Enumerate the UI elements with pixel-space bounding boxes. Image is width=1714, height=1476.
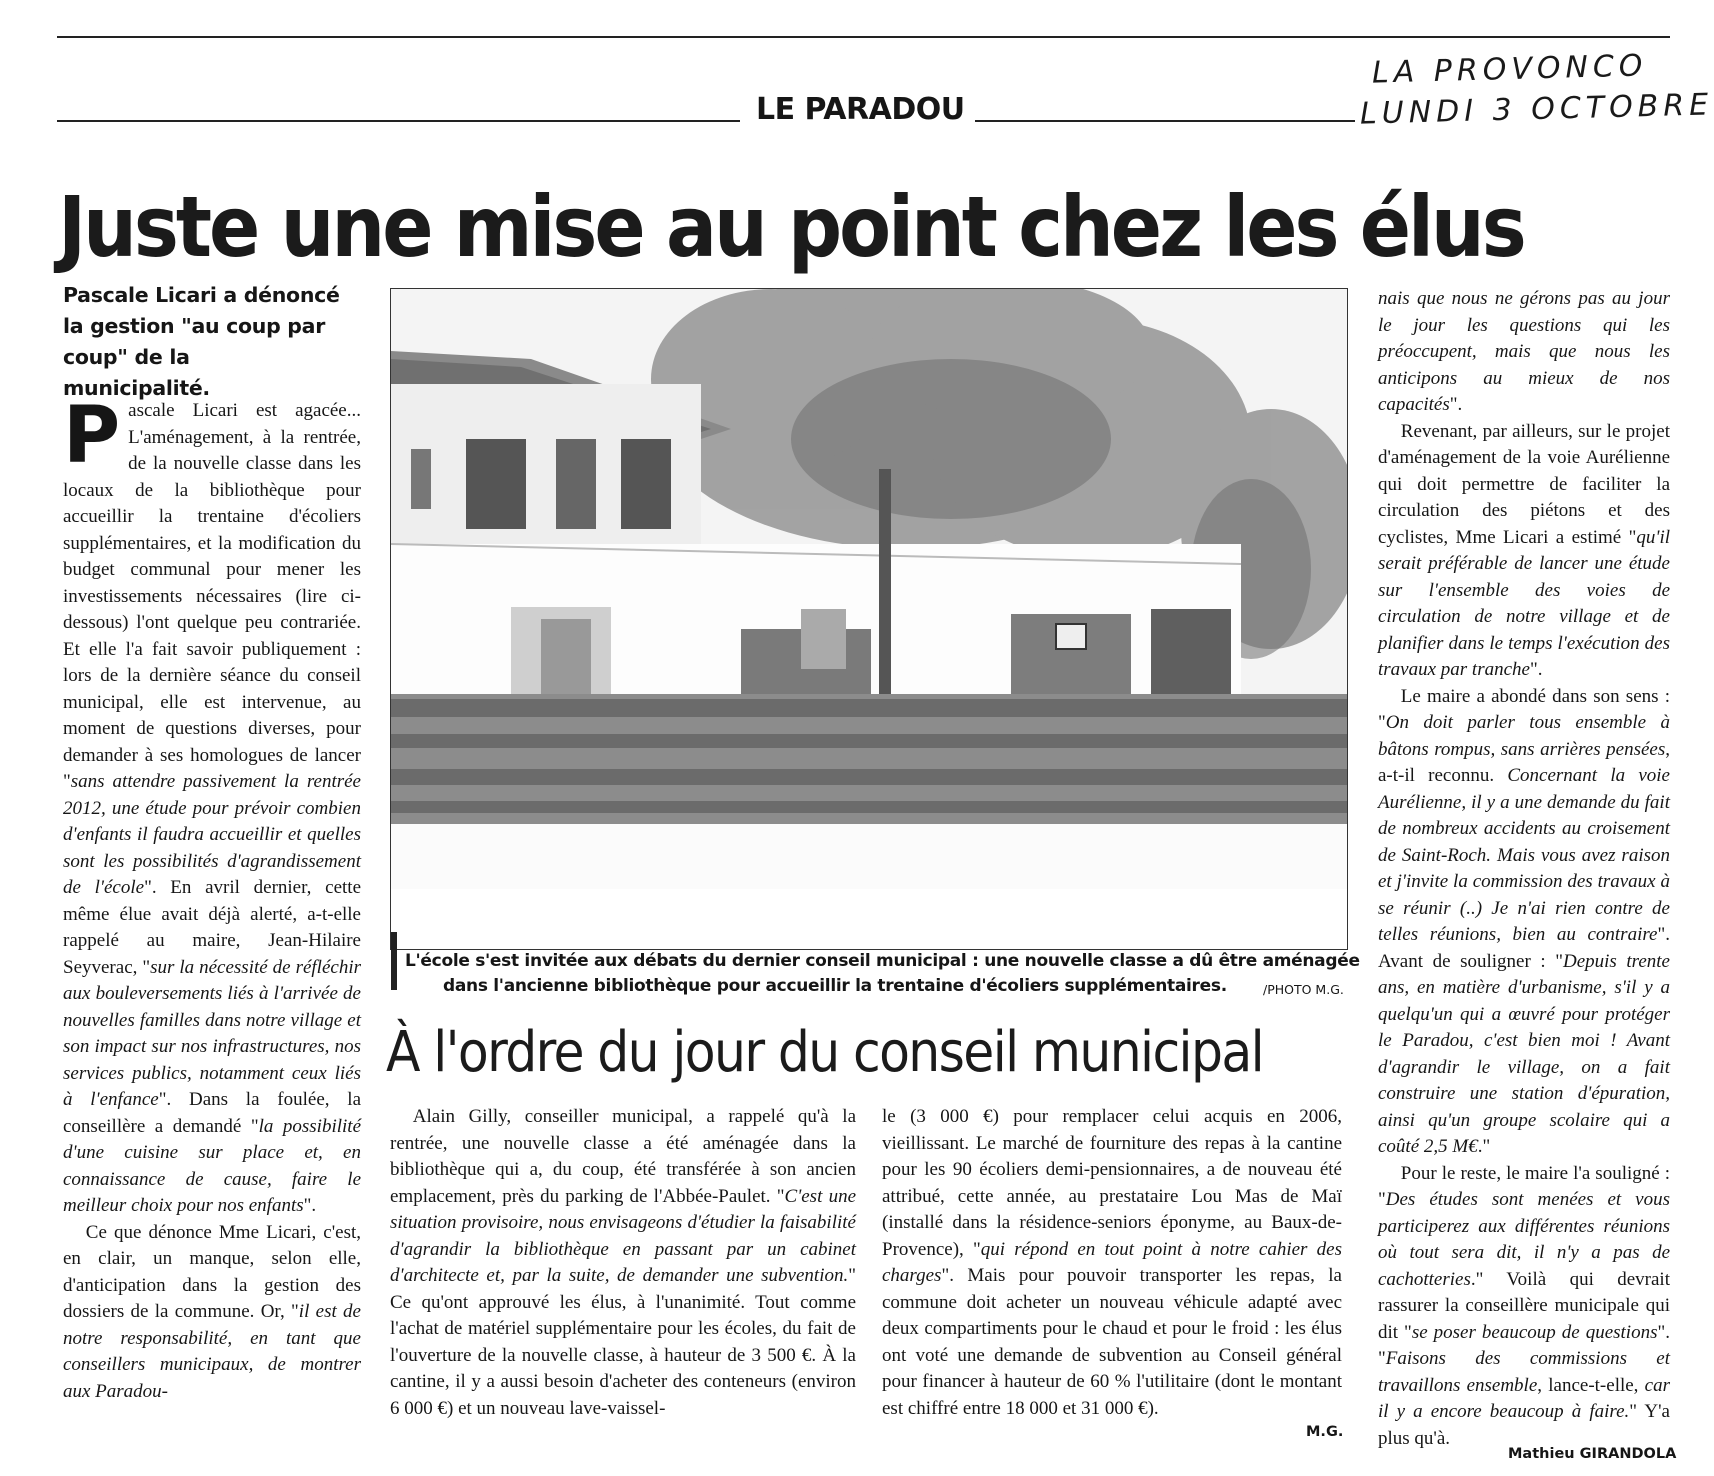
brief-signature: M.G. [1306, 1424, 1344, 1440]
photo-caption-line2: dans l'ancienne bibliothèque pour accueillir la trentaine d'écoliers supplémentaires. [443, 976, 1227, 996]
article-paragraph-3: Revenant, par ailleurs, sur le projet d'aménagement de la voie Aurélienne qui doit permettre de faciliter la circulation des piétons et des cyclistes, Mme Licari a estimé "qu'il serait préférable de lancer une étude sur l'ensemble des voies de circulation de notre village et de planifier dans le temps l'exécution des travaux par tranche". [1378, 420, 1670, 680]
top-rule [57, 36, 1670, 38]
section-rule-left [57, 120, 740, 122]
brief-column-1 [390, 1104, 856, 1422]
article-paragraph-2: Ce que dénonce Mme Licari, c'est, en clair, un manque, selon elle, d'anticipation dans la gestion des dossiers de la commune. Or, "il est de notre responsabilité, en tant que conseillers municipaux, de montrer aux Paradou- [63, 1221, 361, 1402]
article-paragraph-5: Pour le reste, le maire l'a souligné : "Des études sont menées et vous participerez aux différentes réunions où tout sera dit, il n'y a pas de cachotteries." Voilà qui devrait rassurer la conseillère municipale qui dit "se poser beaucoup de questions". "Faisons des commissions et travaillons ensemble, lance-t-elle, car il y a encore beaucoup à faire." Y'a plus qu'à. [1378, 1162, 1670, 1449]
article-column-3 [1378, 286, 1670, 1452]
article-signature: Mathieu GIRANDOLA [1508, 1446, 1677, 1462]
section-label: LE PARADOU [756, 92, 965, 127]
photo-credit: /PHOTO M.G. [1263, 982, 1344, 997]
article-paragraph-2-continued: nais que nous ne gérons pas au jour le jour les questions qui les préoccupent, mais que nous les anticipons au mieux de nos capacités". [1378, 288, 1670, 415]
article-paragraph-1: Pascale Licari est agacée... L'aménagement, à la rentrée, de la nouvelle classe dans les locaux de la bibliothèque pour accueillir la trentaine d'écoliers supplémentaires, et la modification du budget communal pour mener les investissements nécessaires (lire ci-dessous) l'ont quelque peu contrariée. Et elle l'a fait savoir publiquement : lors de la dernière séance du conseil municipal, elle est intervenue, au moment de questions diverses, pour demander à ses homologues de lancer "sans attendre passivement la rentrée 2012, une étude pour prévoir combien d'enfants il faudra accueillir et quelles sont les possibilités d'agrandissement de l'école". En avril dernier, cette même élue avait déjà alerté, a-t-elle rappelé au maire, Jean-Hilaire Seyverac, "sur la nécessité de réfléchir aux bouleversements liés à l'arrivée de nouvelles familles dans notre village et son impact sur nos infrastructures, nos services publics, notamment ceux liés à l'enfance". Dans la foulée, la conseillère a demandé "la possibilité d'une cuisine sur place et, en connaissance de cause, faire le meilleur choix pour nos enfants". [63, 391, 362, 1216]
caption-marker [391, 932, 397, 990]
brief-paragraph-1: Alain Gilly, conseiller municipal, a rappelé qu'à la rentrée, une nouvelle classe a été aménagée dans la bibliothèque qui a, du coup, été transférée à son ancien emplacement, près du parking de l'Abbée-Paulet. "C'est une situation provisoire, nous envisageons d'étudier la faisabilité d'agrandir la bibliothèque en passant par un cabinet d'architecte et, par la suite, de demander une subvention." Ce qu'ont approuvé les élus, à l'unanimité. Tout comme l'achat de matériel supplémentaire pour les écoles, du fait de l'ouverture de la nouvelle classe, à hauteur de 3 500 €. À la cantine, il y a aussi besoin d'acheter des conteneurs (environ 6 000 €) et un nouveau lave-vaissel- [390, 1106, 856, 1419]
article-paragraph-4: Le maire a abondé dans son sens : "On doit parler tous ensemble à bâtons rompus, sans arrières pensées, a-t-il reconnu. Concernant la voie Aurélienne, il y a une demande du fait de nombreux accidents au croisement de Saint-Roch. Mais vous avez raison et j'invite la commission des travaux à se réunir (..) Je n'ai rien contre de telles réunions, bien au contraire". Avant de souligner : "Depuis trente ans, en matière d'urbanisme, s'il y a quelqu'un qui a œuvré pour protéger le Paradou, c'est bien moi ! Avant d'agrandir le village, on a fait construire une station d'épuration, ainsi qu'un groupe scolaire qui a coûté 2,5 M€." [1378, 685, 1670, 1157]
handwritten-note-line2: LUNDI 3 OCTOBRE [1359, 87, 1714, 132]
photo-caption-line1: L'école s'est invitée aux débats du dernier conseil municipal : une nouvelle classe a dû être aménagée [405, 951, 1360, 971]
handwritten-note-line1: LA PROVONCO [1371, 48, 1648, 91]
brief-column-2 [882, 1104, 1342, 1422]
drop-cap: P [63, 391, 121, 481]
section-rule-right [975, 120, 1355, 122]
article-column-1 [63, 391, 362, 1405]
brief-paragraph-2: le (3 000 €) pour remplacer celui acquis en 2006, vieillissant. Le marché de fourniture des repas à la cantine pour les 90 écoliers demi-pensionnaires, a de nouveau été attribué, cette année, au prestataire Lou Mas de Maï (installé dans la résidence-seniors éponyme, au Baux-de-Provence), "qui répond en tout point à notre cahier des charges". Mais pour pouvoir transporter les repas, la commune doit acheter un nouveau véhicule adapté avec deux compartiments pour le chaud et pour le froid : les élus ont voté une demande de subvention au Conseil général pour financer à hauteur de 60 % l'utilitaire (dont le montant est chiffré entre 18 000 et 31 000 €). [882, 1106, 1343, 1419]
lead-paragraph: Pascale Licari a dénoncé la gestion "au coup par coup" de la municipalité. [63, 283, 340, 400]
school-photo [390, 288, 1348, 950]
headline: Juste une mise au point chez les élus [58, 178, 1524, 276]
school-photo-image [391, 289, 1347, 949]
sub-headline: À l'ordre du jour du conseil municipal [386, 1020, 1264, 1085]
